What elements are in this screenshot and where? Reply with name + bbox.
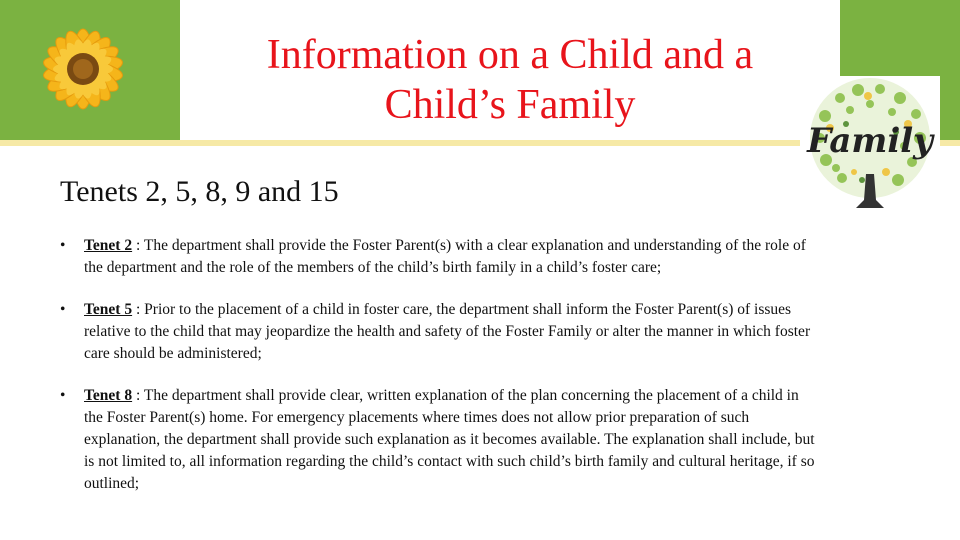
tenet-term: Tenet 2: [84, 237, 133, 254]
sunflower-icon: [18, 4, 148, 134]
list-item: [60, 299, 820, 365]
tenet-text: Prior to the placement of a child in foster care, the department shall inform the Foster Parent(s) of issues relative to the child that may jeopardize the health and safety of the Foster Family or alter the manner in which foster care should be administered;: [84, 301, 811, 362]
tenet-separator: :: [132, 387, 144, 404]
tenet-separator: :: [132, 237, 144, 254]
tenet-text: The department shall provide clear, written explanation of the plan concerning the placement of a child in the Foster Parent(s) home. For emergency placements where times does not allow prior preparation of such explanation, the department shall provide such explanation as it becomes available. The explanation shall include, but is not limited to, all information regarding the child’s contact with such child’s birth family and cultural heritage, if so outlined;: [84, 387, 815, 492]
page-title: Information on a Child and a Child’s Family: [266, 32, 754, 128]
tenet-separator: :: [132, 301, 145, 318]
tenet-list: [60, 235, 820, 515]
list-item: [60, 385, 820, 495]
family-tree-logo: [800, 76, 940, 216]
tenet-text: The department shall provide the Foster Parent(s) with a clear explanation and understanding of the role of the department and the role of the members of the child’s birth family in a child’s foster care;: [84, 237, 806, 276]
bullet-marker: •: [60, 387, 66, 404]
section-subtitle: Tenets 2, 5, 8, 9 and 15: [60, 175, 339, 208]
bullet-marker: •: [60, 301, 66, 318]
tenet-term: Tenet 8: [84, 387, 133, 404]
tenet-term: Tenet 5: [84, 301, 133, 318]
logo-text: Family: [807, 121, 933, 161]
bullet-marker: •: [60, 237, 66, 254]
list-item: [60, 235, 820, 279]
